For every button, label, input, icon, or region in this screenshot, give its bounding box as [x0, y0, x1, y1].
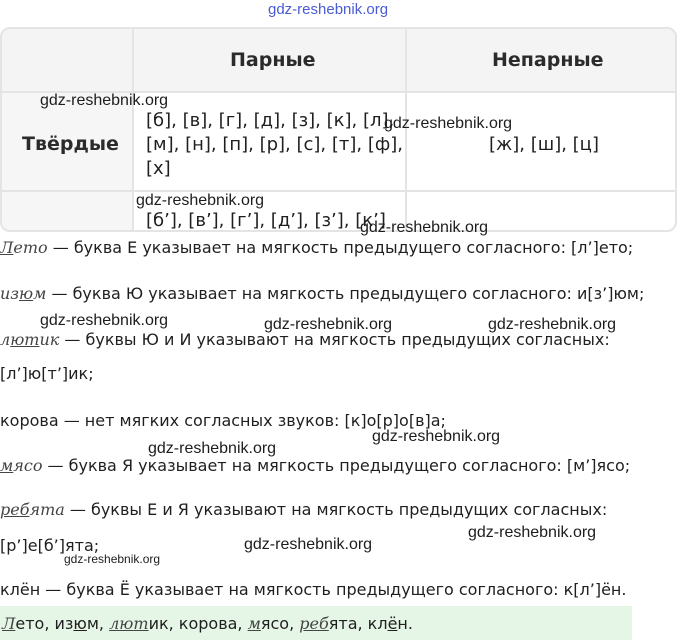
watermark: gdz-reshebnik.org — [372, 428, 501, 445]
watermark: gdz-reshebnik.org — [136, 192, 265, 209]
explanation-line: изюм — буква Ю указывает на мягкость предыдущего согласного: и[з’]юм; — [0, 284, 645, 303]
watermark: gdz-reshebnik.org — [488, 316, 617, 333]
watermark: gdz-reshebnik.org — [360, 219, 489, 236]
header-paired: Парные — [230, 49, 316, 71]
watermark: gdz-reshebnik.org — [148, 440, 277, 457]
header-unpaired: Непарные — [492, 49, 604, 71]
row-divider — [2, 190, 675, 192]
row-label-bg — [2, 192, 132, 232]
explanation-line: корова — нет мягких согласных звуков: [к]о[р]о[в]а; — [0, 411, 446, 430]
explanation-line: мясо — буква Я указывает на мягкость предыдущего согласного: [м’]ясо; — [0, 456, 631, 475]
watermark: gdz-reshebnik.org — [468, 524, 597, 541]
explanation-line: Лето — буква Е указывает на мягкость предыдущего согласного: [л’]ето; — [0, 238, 634, 257]
watermark: gdz-reshebnik.org — [384, 115, 513, 132]
explanation-line: клён — буква Ё указывает на мягкость предыдущего согласного: к[л’]ён. — [0, 580, 627, 599]
watermark: gdz-reshebnik.org — [64, 552, 161, 566]
watermark: gdz-reshebnik.org — [264, 316, 393, 333]
explanation-line: лютик — буквы Ю и И указывают на мягкость предыдущих согласных: — [0, 330, 610, 349]
answer-line: Лето, изюм, лютик, корова, мясо, ребята, клён. — [2, 614, 413, 633]
hard-paired-line: [х] — [146, 158, 171, 179]
watermark: gdz-reshebnik.org — [40, 92, 169, 109]
watermark: gdz-reshebnik.org — [244, 536, 373, 553]
explanation-line: ребята — буквы Е и Я указывают на мягкость предыдущих согласных: — [0, 500, 608, 519]
watermark: gdz-reshebnik.org — [40, 312, 169, 329]
hard-unpaired: [ж], [ш], [ц] — [489, 134, 599, 155]
explanation-line: [л’]ю[т’]ик; — [0, 364, 94, 383]
watermark-top: gdz-reshebnik.org — [268, 1, 389, 18]
soft-paired-line: [б’], [в’], [г’], [д’], [з’], [к’] — [146, 210, 386, 231]
row-label-hard: Твёрдые — [22, 133, 119, 155]
explanation-line: [р’]е[б’]ята; — [0, 536, 100, 555]
column-divider — [132, 29, 134, 230]
hard-paired-line: [б], [в], [г], [д], [з], [к], [л], — [146, 110, 395, 131]
consonants-table — [0, 27, 677, 232]
hard-paired-line: [м], [н], [п], [р], [с], [т], [ф], — [146, 134, 404, 155]
